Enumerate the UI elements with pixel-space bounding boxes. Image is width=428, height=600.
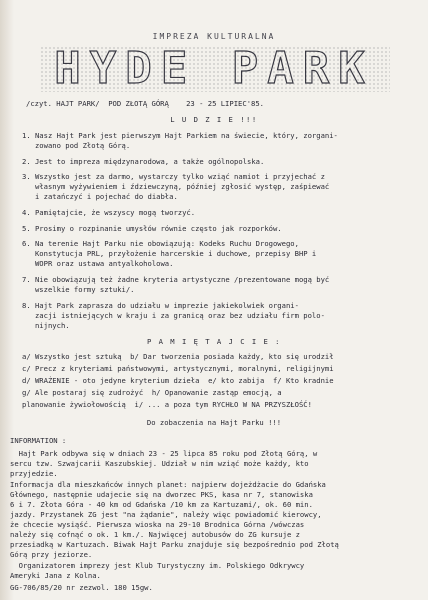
venue-line: /czyt. HAJT PARK/ POD ZŁOTĄ GÓRĄ 23 - 25 LIPIEC'85. [26, 99, 264, 108]
people-heading: L U D Z I E !!! [170, 115, 258, 124]
info-line: 6 i 7. Złota Góra - 40 km od Gdańska /10 km za Kartuzami/, ok. 60 min. [10, 500, 313, 509]
info-line: że chcecie wysiąść. Pierwsza wioska na 29-10 Brodnica Górna /wówczas [10, 520, 305, 529]
remember-line: c/ Precz z kryteriami państwowymi, artystycznymi, moralnymi, religijnymi [22, 364, 334, 373]
event-title: HYDE PARK [54, 43, 374, 94]
point-line: 1. Nasz Hajt Park jest pierwszym Hajt Parkiem na świecie, który, zorgani- [22, 131, 338, 140]
info-heading: INFORMATION : [10, 436, 67, 445]
remember-heading: P A M I Ę T A J C I E : [146, 337, 282, 346]
info-line: Organizatorem imprezy jest Klub Turystyczny im. Polskiego Odkrywcy [10, 561, 305, 570]
info-line: przyjedzie. [10, 469, 58, 478]
info-line: Ameryki Jana z Kolna. [10, 571, 101, 580]
point-line: 8. Hajt Park zaprasza do udziału w imprezie jakiekolwiek organi- [22, 301, 299, 310]
info-line: należy się cofnąć o ok. 1 km./. Najwięcej autobusów do ZG kursuje z [10, 530, 300, 539]
info-line: Głównego, następnie udajecie się na dworzec PKS, kasa nr 7, stanowiska [10, 490, 313, 499]
point-line: wszelkie formy sztuki/. [22, 285, 135, 294]
info-line: Hajt Park odbywa się w dniach 23 - 25 lipca 85 roku pod Złotą Górą, w [10, 449, 318, 458]
point-line: 7. Nie obowiązują też żadne kryteria artystyczne /prezentowane mogą być [22, 275, 330, 284]
event-subtitle: IMPREZA KULTURALNA [152, 32, 276, 41]
point-line: nijnych. [22, 321, 70, 330]
point-line: 4. Pamiętajcie, że wszyscy mogą tworzyć. [22, 208, 196, 217]
point-line: 5. Prosimy o rozpinanie umysłów równie często jak rozporków. [22, 224, 282, 233]
info-line: przesiadką w Kartuzach. Biwak Hajt Parku znajduje się bezpośrednio pod Złotą [10, 540, 339, 549]
remember-line: d/ WRAŻENIE - oto jedyne kryterium dzieła e/ kto zabija f/ Kto kradnie [22, 376, 334, 385]
point-line: i zatańczyć i pojechać do diabła. [22, 192, 178, 201]
farewell-line: Do zobaczenia na Hajt Parku !!! [146, 418, 282, 427]
remember-line: g/ Ale postaraj się zudrożyć h/ Opanowanie zastąp emocją, a [22, 388, 282, 397]
info-line: Informacja dla mieszkańców innych planet: najpierw dojeżdżacie do Gdańska [10, 480, 326, 489]
info-line: jazdy. Przystanek ZG jest "na żądanie", należy więc powiadomić kierowcy, [10, 510, 322, 519]
point-line: Konstytucja PRL, przyłożenie harcerskie i duchowe, przepisy BHP i [22, 249, 317, 258]
point-line: WOPR oraz ustawa antyalkoholowa. [22, 259, 174, 268]
point-line: zowano pod Złotą Górą. [22, 141, 131, 150]
point-line: 6. Na terenie Hajt Parku nie obowiązują: Kodeks Ruchu Drogowego, [22, 239, 299, 248]
title-dot-texture [40, 46, 390, 92]
print-permit-line: GG-706/85/20 nr zezwol. 180 15gw. [10, 583, 153, 592]
point-line: własnym wyżywieniem i ździewczyną, później zgłosić występ, zaśpiewać [22, 182, 330, 191]
point-line: 3. Wszystko jest za darmo, wystarczy tylko wziąć namiot i przyjechać z [22, 172, 325, 181]
remember-line: a/ Wszystko jest sztuką b/ Dar tworzenia posiada każdy, kto się urodził [22, 352, 334, 361]
info-line: sercu tzw. Szwajcarii Kaszubskiej. Udział w nim wziąć może każdy, kto [10, 459, 309, 468]
remember-line: planowanie żywiołowością i/ ... a poza tym RYCHŁO W NA PRZYSZŁOŚĆ! [22, 400, 312, 409]
point-line: 2. Jest to impreza międzynarodowa, a także ogólnopolska. [22, 157, 265, 166]
point-line: zacji istniejących w kraju i za granicą oraz bez udziału firm polo- [22, 311, 325, 320]
info-line: Górą przy jeziorze. [10, 550, 93, 559]
